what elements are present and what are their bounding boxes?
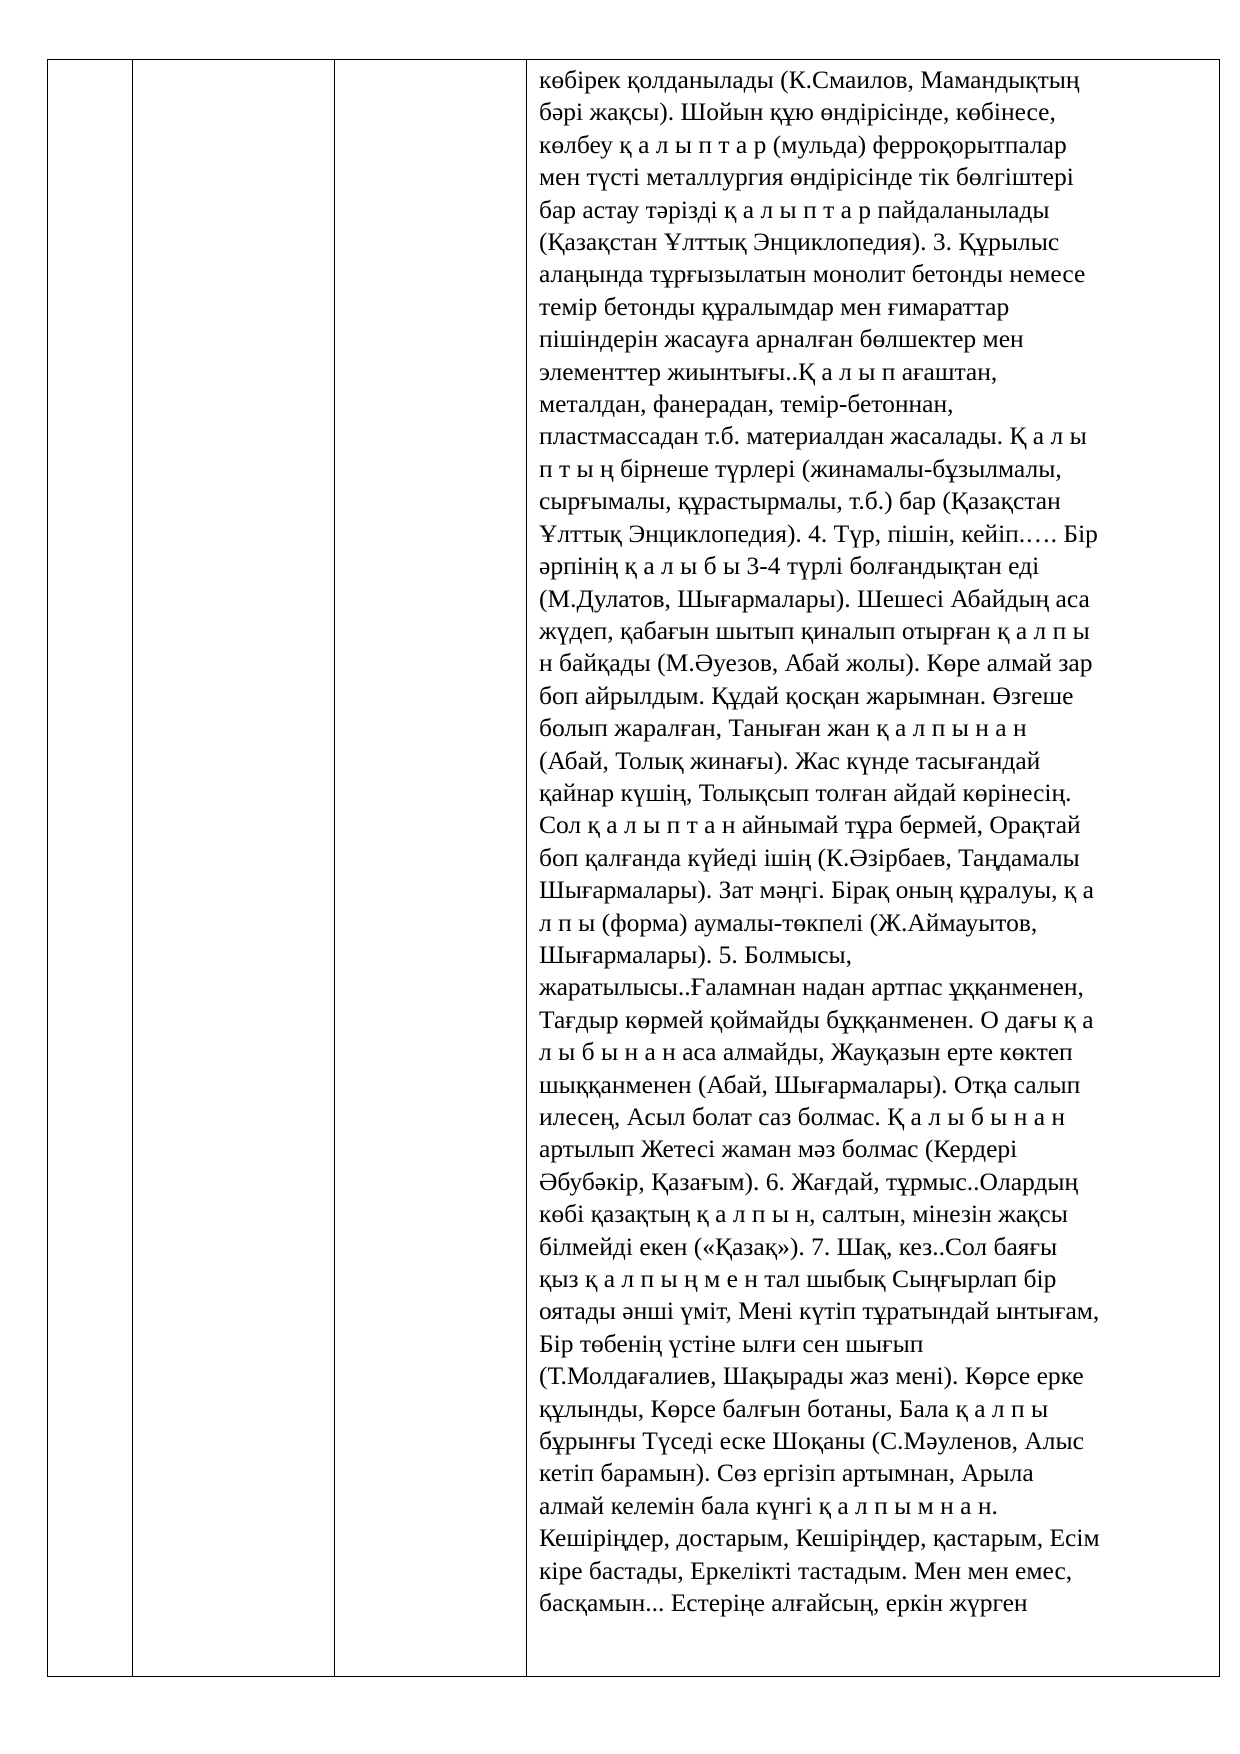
- text-line: (Т.Молдағалиев, Шақырады жаз мені). Көрсе ерке: [539, 1361, 1084, 1391]
- text-line: қайнар күшің, Толықсып толған айдай көрінесің.: [539, 777, 1072, 807]
- text-line: Шығармалары). 5. Болмысы,: [539, 939, 853, 969]
- text-line: көбірек қолданылады (К.Смаилов, Мамандықтың: [539, 65, 1080, 94]
- text-line: бәрі жақсы). Шойын құю өндірісінде, көбінесе,: [539, 97, 1056, 127]
- text-line: илесең, Асыл болат саз болмас. Қ а л ы б ы н а н: [539, 1102, 1066, 1131]
- text-line: пластмассадан т.б. материалдан жасалады. Қ а л ы: [539, 421, 1087, 451]
- table-cell-category: [335, 60, 527, 1677]
- text-line: п т ы ң бірнеше түрлері (жинамалы-бұзылмалы,: [539, 453, 1062, 483]
- text-line: Бір төбенің үстіне ылғи сен шығып: [539, 1328, 924, 1358]
- dictionary-table: [47, 59, 1220, 1677]
- text-line: құлынды, Көрсе балғын ботаны, Бала қ а л п ы: [539, 1393, 1049, 1423]
- text-line: мен түсті металлургия өндірісінде тік бөлгіштері: [539, 162, 1074, 192]
- text-line: н байқады (М.Әуезов, Абай жолы). Көре алмай зар: [539, 648, 1093, 678]
- text-line: болып жаралған, Таныған жан қ а л п ы н а н: [539, 713, 1027, 743]
- text-line: элементтер жиынтығы..Қ а л ы п ағаштан,: [539, 356, 998, 386]
- text-line: басқамын... Естеріңе алғайсың, еркін жүрген: [539, 1588, 1028, 1618]
- definition-text: [539, 64, 1207, 1620]
- text-line: әрпінің қ а л ы б ы 3-4 түрлі болғандықтан еді: [539, 551, 1040, 581]
- text-line: алмай келемін бала күнгі қ а л п ы м н а н.: [539, 1490, 998, 1520]
- table-row: [48, 60, 1220, 1677]
- text-line: (М.Дулатов, Шығармалары). Шешесі Абайдың аса: [539, 583, 1090, 613]
- text-line: жаратылысы..Ғаламнан надан артпас ұққанменен,: [539, 972, 1084, 1002]
- text-line: Тағдыр көрмей қоймайды бұққанменен. О дағы қ а: [539, 1004, 1094, 1034]
- text-line: л п ы (форма) аумалы-төкпелі (Ж.Аймауытов,: [539, 907, 1038, 937]
- table-cell-definition: [527, 60, 1220, 1677]
- table-cell-number: [48, 60, 133, 1677]
- text-line: темір бетонды құралымдар мен ғимараттар: [539, 291, 1010, 321]
- text-line: боп қалғанда күйеді ішің (К.Әзірбаев, Таңдамалы: [539, 842, 1080, 872]
- text-line: Шығармалары). Зат мәңгі. Бірақ оның құралуы, қ а: [539, 875, 1094, 905]
- table-cell-word: [133, 60, 335, 1677]
- text-line: оятады әнші үміт, Мені күтіп тұратындай ынтығам,: [539, 1296, 1100, 1326]
- text-line: (Қазақстан Ұлттық Энциклопедия). 3. Құрылыс: [539, 227, 1060, 257]
- text-line: Сол қ а л ы п т а н айнымай тұра бермей, Орақтай: [539, 810, 1081, 840]
- text-line: жүдеп, қабағын шытып қиналып отырған қ а л п ы: [539, 615, 1090, 645]
- text-line: көлбеу қ а л ы п т а р (мульда) ферроқорытпалар: [539, 129, 1067, 159]
- text-line: артылып Жетесі жаман мәз болмас (Кердері: [539, 1134, 1018, 1164]
- text-line: Кешіріңдер, достарым, Кешіріңдер, қастарым, Есім: [539, 1523, 1100, 1553]
- text-line: металдан, фанерадан, темір-бетоннан,: [539, 389, 954, 419]
- text-line: кіре бастады, Еркелікті тастадым. Мен мен емес,: [539, 1555, 1073, 1585]
- text-line: қыз қ а л п ы ң м е н тал шыбық Сыңғырлап бір: [539, 1264, 1057, 1294]
- text-line: боп айрылдым. Құдай қосқан жарымнан. Өзгеше: [539, 680, 1074, 710]
- text-line: білмейді екен («Қазақ»). 7. Шақ, кез..Сол баяғы: [539, 1231, 1058, 1261]
- text-line: Ұлттық Энциклопедия). 4. Түр, пішін, кейіп.…. Бір: [539, 518, 1098, 548]
- text-line: л ы б ы н а н аса алмайды, Жауқазын ерте көктеп: [539, 1037, 1073, 1067]
- text-line: бар астау тәрізді қ а л ы п т а р пайдаланылады: [539, 194, 1050, 224]
- text-line: сырғымалы, құрастырмалы, т.б.) бар (Қазақстан: [539, 486, 1061, 516]
- text-line: пішіндерін жасауға арналған бөлшектер мен: [539, 324, 1024, 354]
- text-line: Әбубәкір, Қазағым). 6. Жағдай, тұрмыс..Олардың: [539, 1166, 1079, 1196]
- text-line: бұрынғы Түседі еске Шоқаны (С.Мәуленов, Алыс: [539, 1426, 1084, 1456]
- text-line: кетіп барамын). Сөз ергізіп артымнан, Арыла: [539, 1458, 1034, 1488]
- text-line: алаңында тұрғызылатын монолит бетонды немесе: [539, 259, 1086, 289]
- text-line: көбі қазақтың қ а л п ы н, салтын, мінезін жақсы: [539, 1199, 1068, 1229]
- text-line: шыққанменен (Абай, Шығармалары). Отқа салып: [539, 1069, 1081, 1099]
- text-line: (Абай, Толық жинағы). Жас күнде тасығандай: [539, 745, 1041, 775]
